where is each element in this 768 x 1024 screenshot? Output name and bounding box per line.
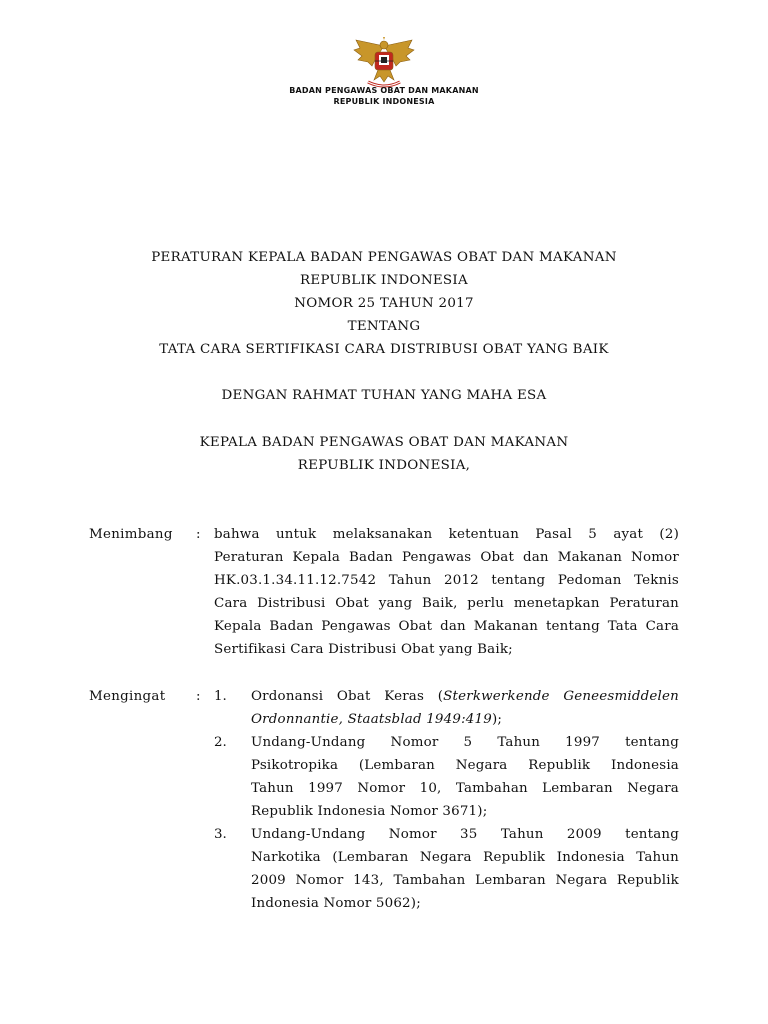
issuer-line: KEPALA BADAN PENGAWAS OBAT DAN MAKANAN	[199, 435, 569, 450]
mengingat-item-2	[251, 731, 679, 823]
menimbang-label: Menimbang	[89, 527, 173, 542]
paragraph-line: HK.03.1.34.11.12.7542 Tahun 2012 tentang Pedoman Teknis	[214, 573, 679, 588]
regulation-title	[0, 246, 768, 361]
item-number: 3.	[214, 827, 227, 842]
title-line: PERATURAN KEPALA BADAN PENGAWAS OBAT DAN MAKANAN	[151, 250, 617, 265]
item-number: 1.	[214, 689, 227, 704]
title-line: NOMOR 25 TAHUN 2017	[294, 296, 474, 311]
paragraph-line: Kepala Badan Pengawas Obat dan Makanan tentang Tata Cara	[214, 619, 679, 634]
item-line: Undang-Undang Nomor 5 Tahun 1997 tentang	[251, 735, 679, 750]
issuer-line: REPUBLIK INDONESIA,	[297, 458, 471, 473]
paragraph-line: Cara Distribusi Obat yang Baik, perlu menetapkan Peraturan	[214, 596, 679, 611]
menimbang-paragraph	[214, 523, 679, 661]
mengingat-item-3	[251, 823, 679, 915]
paragraph-line: Sertifikasi Cara Distribusi Obat yang Baik;	[214, 642, 513, 657]
agency-name: BADAN PENGAWAS OBAT DAN MAKANAN	[289, 86, 479, 95]
title-line: TENTANG	[347, 319, 421, 334]
item-line	[251, 708, 679, 731]
item-italic-text: Sterkwerkende Geneesmiddelen	[443, 689, 679, 704]
item-line: Tahun 1997 Nomor 10, Tambahan Lembaran Negara	[251, 781, 679, 796]
preamble: DENGAN RAHMAT TUHAN YANG MAHA ESA	[221, 388, 547, 403]
paragraph-line: bahwa untuk melaksanakan ketentuan Pasal 5 ayat (2)	[214, 527, 679, 542]
mengingat-item-1	[251, 685, 679, 731]
item-line: Undang-Undang Nomor 35 Tahun 2009 tentang	[251, 827, 679, 842]
mengingat-colon: :	[196, 689, 201, 704]
agency-country: REPUBLIK INDONESIA	[333, 97, 435, 106]
item-text: );	[491, 712, 503, 727]
item-number: 2.	[214, 735, 227, 750]
menimbang-colon: :	[196, 527, 201, 542]
item-line: Narkotika (Lembaran Negara Republik Indonesia Tahun	[251, 850, 679, 865]
mengingat-label: Mengingat	[89, 689, 166, 704]
item-line	[251, 685, 679, 708]
item-line: Psikotropika (Lembaran Negara Republik Indonesia	[251, 758, 679, 773]
garuda-emblem-icon	[350, 36, 418, 92]
item-italic-text: Ordonnantie, Staatsblad 1949:419	[251, 712, 492, 727]
item-line: Republik Indonesia Nomor 3671);	[251, 804, 488, 819]
item-line: Indonesia Nomor 5062);	[251, 896, 421, 911]
item-line: 2009 Nomor 143, Tambahan Lembaran Negara Republik	[251, 873, 679, 888]
title-line: TATA CARA SERTIFIKASI CARA DISTRIBUSI OBAT YANG BAIK	[159, 342, 609, 357]
paragraph-line: Peraturan Kepala Badan Pengawas Obat dan Makanan Nomor	[214, 550, 679, 565]
title-line: REPUBLIK INDONESIA	[300, 273, 468, 288]
item-text: Ordonansi Obat Keras (	[251, 689, 444, 704]
